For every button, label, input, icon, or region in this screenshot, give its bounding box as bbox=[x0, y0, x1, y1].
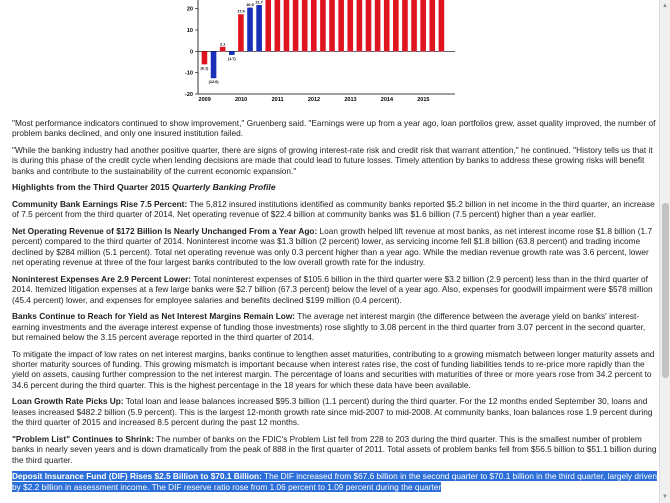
x-tick-label: 2009 bbox=[198, 97, 211, 103]
x-tick-label: 2011 bbox=[271, 97, 284, 103]
quote-paragraph-1: "Most performance indicators continued to show improvement," Gruenberg said. "Earnings were up from a year ago, loan portfolios grew, asset quality improved, the number of problem banks declined, and only one insured institution failed. bbox=[12, 118, 656, 139]
bar-chart bbox=[0, 0, 460, 110]
bar bbox=[293, 0, 299, 51]
section-community-bank-earnings bbox=[12, 199, 658, 220]
bar bbox=[311, 0, 317, 51]
bar bbox=[265, 0, 271, 51]
quote-paragraph-2: "While the banking industry had another positive quarter, there are signs of growing interest-rate risk and credit risk that warrant attention," he continued. "History tells us that it is during this phase of the credit cycle when lending decisions are made that could lead to future losses. Timely attention by banks to address these growing risks will benefit banks and contribute to the sustainability of the current economic expansion." bbox=[12, 145, 653, 176]
bar bbox=[357, 0, 363, 51]
bar-data-label: (1.7) bbox=[227, 56, 236, 61]
bar bbox=[284, 0, 290, 51]
section-title: Community Bank Earnings Rise 7.5 Percent: bbox=[12, 199, 188, 209]
section-text: Total loan and lease balances increased $95.3 billion (1.1 percent) during the third quarter. For the 12 months ended September 30, loans and leases increased $482.2 billion (5.9 percent). This is the largest 12-month growth rate since mid-2007 to mid-2008. At community banks, loan balances rose 1.9 percent during the third quarter of 2015 and increased 8.5 percent during the past 12 months. bbox=[12, 396, 653, 428]
vertical-scrollbar[interactable] bbox=[659, 0, 670, 503]
x-tick-label: 2010 bbox=[234, 97, 248, 103]
scrollbar-thumb[interactable] bbox=[662, 203, 669, 378]
section-title: Net Operating Revenue of $172 Billion Is Nearly Unchanged From a Year Ago: bbox=[12, 226, 318, 236]
section-title: "Problem List" Continues to Shrink: bbox=[12, 433, 155, 444]
y-tick-label: -10 bbox=[185, 70, 193, 77]
bar bbox=[302, 0, 308, 51]
y-tick-label: 20 bbox=[186, 6, 193, 13]
section-text: The 5,812 insured institutions identified as community banks reported $5.2 billion in net income in the third quarter, an increase of 7.5 percent from the third quarter of 2014. Net operating revenue of $22.4 billion at community banks was $1.6 billion (7.5 percent) higher than a year earlier. bbox=[12, 199, 655, 220]
x-tick-label: 2013 bbox=[344, 97, 357, 103]
section-title: Noninterest Expenses Are 2.9 Percent Lower: bbox=[12, 273, 192, 284]
section-net-interest-margins bbox=[12, 311, 658, 342]
bar bbox=[247, 8, 253, 52]
bar bbox=[402, 0, 408, 51]
bar bbox=[238, 14, 244, 51]
section-text: The DIF increased from $67.6 billion in the second quarter to $70.1 billion in the third quarter, largely driven by $2.2 billion in assessment income. The DIF reserve ratio rose from 1.06 percent to 1.09 percent during the quarter bbox=[12, 471, 657, 492]
bar bbox=[411, 0, 417, 51]
bar bbox=[384, 0, 390, 51]
heading-italic: Quarterly Banking Profile bbox=[171, 182, 276, 193]
bar-data-label: (12.6) bbox=[208, 80, 219, 85]
article-body bbox=[12, 118, 658, 498]
section-title: Deposit Insurance Fund (DIF) Rises $2.5 Billion to $70.1 Billion: bbox=[12, 471, 262, 482]
bar bbox=[393, 0, 399, 51]
bar bbox=[229, 51, 235, 55]
bar bbox=[275, 0, 281, 51]
section-loan-growth bbox=[12, 396, 658, 427]
section-problem-list bbox=[12, 434, 658, 465]
scroll-up-arrow-icon[interactable]: ▲ bbox=[662, 3, 668, 9]
section-text: Total noninterest expenses of $105.6 billion in the third quarter were $3.2 billion (2.9 percent) less than in the third quarter of 2014. Itemized litigation expenses at a few large banks were $2.7 billion (67.3 percent) below the level of a year ago. Also, expenses for goodwill impairment were $578 million (45.4 percent) lower, and expenses for employee salaries and benefits declined $199 million (0.4 percent). bbox=[12, 273, 653, 305]
bar-data-label: 20.5 bbox=[246, 3, 254, 8]
bar-data-label: 17.4 bbox=[237, 9, 245, 14]
bar bbox=[320, 0, 326, 51]
section-title: Loan Growth Rate Picks Up: bbox=[12, 396, 124, 407]
bar bbox=[439, 0, 445, 51]
scroll-down-arrow-icon[interactable]: ▼ bbox=[662, 494, 668, 500]
highlights-heading bbox=[12, 182, 658, 192]
bar bbox=[256, 5, 262, 51]
x-tick-label: 2012 bbox=[307, 97, 321, 103]
bar bbox=[211, 51, 217, 78]
y-tick-label: 0 bbox=[189, 49, 193, 56]
bar bbox=[429, 0, 435, 51]
section-net-operating-revenue bbox=[12, 226, 658, 268]
bar bbox=[220, 47, 226, 51]
section-text: The number of banks on the FDIC's Problem List fell from 228 to 203 during the third quarter. This is the smallest number of problem banks in nearly seven years and is down dramatically from the peak of 888 in the first quarter of 2011. Total assets of problem banks fell from $56.5 billion to $51.1 billion during the third quarter. bbox=[12, 433, 657, 465]
bar-data-label: (6.1) bbox=[200, 66, 209, 71]
section-deposit-insurance-fund[interactable] bbox=[12, 471, 658, 492]
bar bbox=[202, 51, 208, 64]
x-tick-label: 2014 bbox=[380, 97, 394, 103]
bar bbox=[420, 0, 426, 51]
bar bbox=[329, 0, 335, 51]
bar bbox=[366, 0, 372, 51]
maturity-mismatch-paragraph: To mitigate the impact of low rates on net interest margins, banks continue to lengthen asset maturities, contributing to a growing mismatch between longer maturity assets and shorter maturity sources of funding. This growing mismatch is important because when interest rates rise, the cost of funding liabilities tends to re-price more rapidly than the yield on assets, causing further compression to the net interest margin. The percentage of loans and securities with maturities of three or more years rose from 34.2 percent to 34.6 percent during the third quarter. This is the highest percentage in the 18 years for which these data have been available. bbox=[12, 348, 655, 390]
section-text: Loan growth helped lift revenue at most banks, as net interest income rose $1.8 billion (1.7 percent) compared to the third quarter of 2014. Noninterest income was $1.3 billion (2 percent) lower, as servicing income fell $1.8 billion (63.8 percent) and trading income declined by $284 million (5.1 percent). Total net operating revenue was only 0.3 percent higher than a year ago. While the median revenue growth rate was 3.6 percent, lower net operating revenue at three of the four largest banks contributed to the low overall growth rate for the industry. bbox=[12, 226, 653, 268]
bar bbox=[338, 0, 344, 51]
bar-data-label: 21.7 bbox=[255, 0, 263, 5]
x-tick-label: 2015 bbox=[417, 97, 430, 103]
y-tick-label: -20 bbox=[185, 92, 193, 98]
bar bbox=[375, 0, 381, 51]
y-tick-label: 10 bbox=[186, 28, 193, 34]
heading-prefix: Highlights from the Third Quarter 2015 bbox=[12, 182, 172, 193]
section-noninterest-expenses bbox=[12, 274, 658, 305]
selected-text[interactable] bbox=[12, 471, 657, 491]
section-text: The average net interest margin (the difference between the average yield on banks' interest-earning investments and the average interest expense of funding those investments) rose slightly to 3.08 percent in the third quarter from 3.07 percent in the second quarter, but remained below the 3.15 percent average reported in the third quarter of 2014. bbox=[12, 311, 646, 343]
bar-data-label: 2.1 bbox=[220, 42, 226, 47]
bar bbox=[347, 0, 353, 51]
section-title: Banks Continue to Reach for Yield as Net Interest Margins Remain Low: bbox=[12, 311, 296, 322]
